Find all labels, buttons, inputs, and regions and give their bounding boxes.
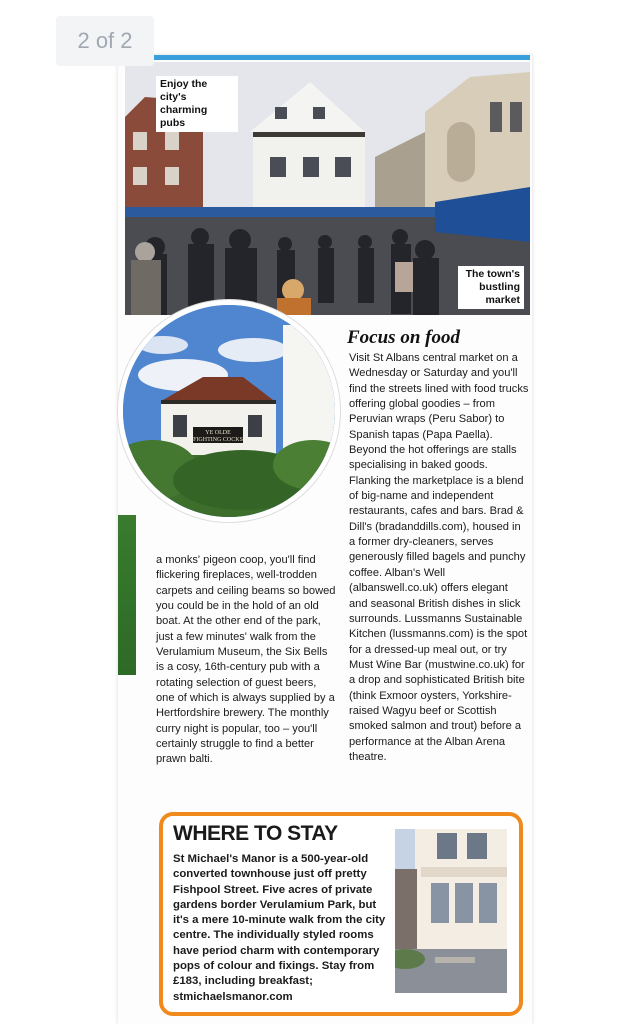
park-photo-edge <box>118 515 136 675</box>
pub-caption: Enjoy the city's charming pubs <box>156 76 238 132</box>
where-to-stay-box <box>159 812 523 1016</box>
pub-photo <box>118 300 340 522</box>
food-paragraph: Visit St Albans central market on a Wednesday or Saturday and you'll find the streets lined with food trucks offering global goodies – from Peruvian wraps (Peru Sabor) to Spanish tapas (Papa Paella). Beyond the hot offerings are stalls specialising in baked goods. Flanking the marketplace is a blend of big-name and independent restaurants, cafes and bars. Brad & Dill's (bradanddills.com), housed in a former dry-cleaners, serves generously filled bagels and punchy coffee. Alban's Well (albanswell.co.uk) offers elegant and seasonal British dishes in slick surrounds. Lussmanns Sustainable Kitchen (lussmanns.com) is the spot for a dressed-up meal out, or try Must Wine Bar (mustwine.co.uk) for a drop and sophisticated British bite (think Exmoor oysters, Yorkshire-raised Wagyu beef or Scottish smoked salmon and trout) before a performance at the Alban Arena theatre. <box>349 352 529 763</box>
pub-sign-line-2: FIGHTING COCKS <box>193 437 243 443</box>
pub-sign-line-1: YE OLDE <box>205 430 231 436</box>
page-indicator: 2 of 2 <box>56 16 154 66</box>
article-headline: Focus on food <box>347 327 460 348</box>
magazine-page <box>118 55 532 1024</box>
where-to-stay-body: St Michael's Manor is a 500-year-old converted townhouse just off pretty Fishpool Street. Five acres of private gardens border Verulamium Park, but it's a mere 10-minute walk from the city centre. The individually styled rooms have period charm with contemporary pops of colour and fixings. Stay from £183, including breakfast; stmichaelsmanor.com <box>173 853 386 1003</box>
where-to-stay-title: WHERE TO STAY <box>173 822 338 845</box>
food-column-text <box>349 351 529 765</box>
pubs-column-text <box>156 553 336 768</box>
manor-photo <box>395 829 507 993</box>
market-caption: The town's bustling market <box>458 266 524 309</box>
pubs-paragraph: a monks' pigeon coop, you'll find flickering fireplaces, well-trodden carpets and ceiling beams so bowed you could be in the hold of an old boat. At the other end of the park, just a few minutes' walk from the Verulamium Museum, the Six Bells is a cosy, 16th-century pub with a rotating selection of guest beers, one of which is always supplied by a Hertfordshire brewery. The monthly curry night is popular, too – you'll certainly struggle to find a better prawn balti. <box>156 554 336 766</box>
accent-rule <box>122 55 530 60</box>
